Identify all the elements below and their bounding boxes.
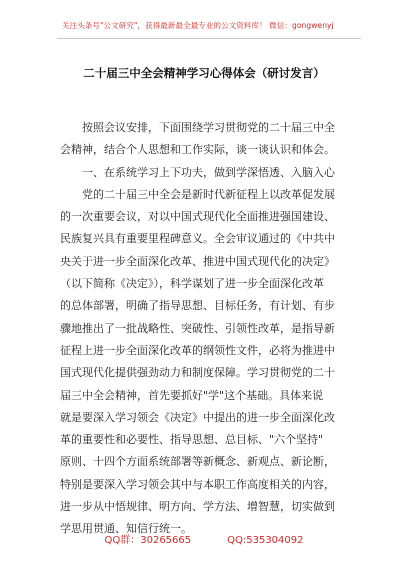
- qq-group-number: QQ群：30265665: [104, 535, 192, 546]
- body-line: 进一步从中悟规律、明方向、学方法、增智慧，切实做到: [60, 500, 335, 514]
- qq-contact-number: QQ:535304092: [227, 535, 304, 546]
- header-divider: [57, 38, 361, 39]
- body-line: 原则、十四个方面系统部署等新概念、新观点、新论断，: [60, 455, 335, 469]
- page-header: [0, 0, 408, 52]
- document-body: [60, 117, 350, 541]
- body-line: 会精神，结合个人思想和工作实际，谈一谈认识和体会。: [60, 143, 335, 157]
- body-line: 党的二十届三中全会是新时代新征程上以改革促发展: [82, 187, 335, 201]
- body-line: 征程上进一步全面深化改革的纲领性文件，必将为推进中: [60, 343, 335, 357]
- body-line: 骤地推出了一批战略性、突破性、引领性改革，是指导新: [60, 321, 335, 335]
- body-line: 央关于进一步全面深化改革、推进中国式现代化的决定》: [60, 254, 335, 268]
- page-footer: [0, 531, 408, 546]
- header-notice: 关注头条号"公文研究"，获得最新最全最专业的公文资料库！ 微信：gongwenyj: [62, 21, 334, 30]
- body-line: 民族复兴具有重要里程碑意义。全会审议通过的《中共中: [60, 232, 335, 246]
- body-line: 革的重要性和必要性、指导思想、总目标、"六个坚持": [60, 433, 324, 447]
- document-title: 二十届三中全会精神学习心得体会（研讨发言）: [83, 66, 325, 80]
- body-line: 按照会议安排，下面围绕学习贯彻党的二十届三中全: [82, 121, 335, 134]
- body-line: （以下简称《决定》），科学谋划了进一步全面深化改革: [60, 277, 324, 291]
- body-line: 国式现代化提供强劲动力和制度保障。学习贯彻党的二十: [60, 366, 335, 380]
- body-line: 届三中全会精神，首先要抓好"学"这个基础。具体来说: [60, 388, 324, 402]
- body-line: 学思用贯通、知信行统一。: [60, 522, 192, 536]
- section-heading: 一、在系统学习上下功夫，做到学深悟透、入脑入心: [82, 165, 335, 179]
- body-line: 特别是要深入学习领会其中与本职工作高度相关的内容，: [60, 477, 335, 491]
- body-line: 的总体部署，明确了指导思想、目标任务，有计划、有步: [60, 299, 335, 313]
- body-line: 就是要深入学习领会《决定》中提出的进一步全面深化改: [60, 410, 335, 424]
- body-line: 的一次重要会议，对以中国式现代化全面推进强国建设、: [60, 210, 335, 224]
